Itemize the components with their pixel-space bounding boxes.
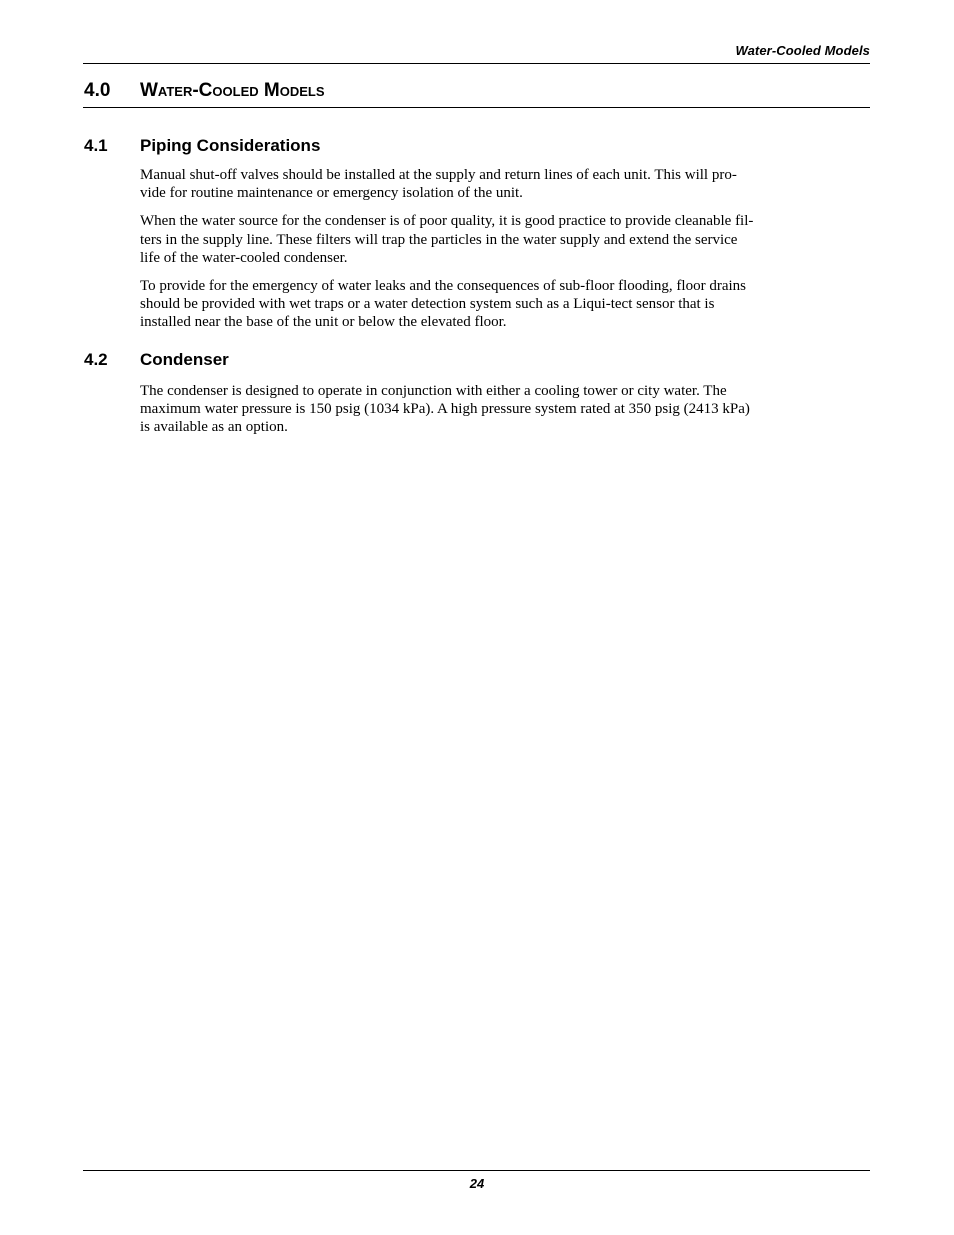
section-body-condenser — [140, 382, 870, 447]
section-number: 4.1 — [84, 136, 108, 155]
chapter-heading — [84, 78, 325, 104]
paragraph: The condenser is designed to operate in conjunction with either a cooling tower or city water. The maximum water pressure is 150 psig (1034 kPa). A high pressure system rated at 350 psig (2413 kPa) is available as an option. — [140, 383, 750, 436]
section-title: Condenser — [140, 350, 229, 369]
section-body-piping — [140, 166, 870, 342]
section-heading-piping — [84, 135, 320, 157]
paragraph: When the water source for the condenser is of poor quality, it is good practice to provide cleanable fil- ters in the supply line. These filters will trap the particles in the water supply and extend the service life of the water-cooled condenser. — [140, 213, 754, 266]
chapter-title: Water-Cooled Models — [140, 80, 325, 101]
chapter-number: 4.0 — [84, 80, 111, 101]
section-title: Piping Considerations — [140, 136, 321, 155]
section-heading-condenser — [84, 349, 229, 371]
page-number: 24 — [469, 1176, 485, 1191]
paragraph: To provide for the emergency of water leaks and the consequences of sub-floor flooding, floor drains should be provided with wet traps or a water detection system such as a Liqui-tect sensor that is installed near the base of the unit or below the elevated floor. — [140, 278, 746, 331]
header-rule — [83, 63, 870, 64]
footer-rule — [83, 1170, 870, 1171]
chapter-rule — [83, 107, 870, 108]
paragraph: Manual shut-off valves should be installed at the supply and return lines of each unit. This will pro- vide for routine maintenance or emergency isolation of the unit. — [140, 167, 737, 202]
section-number: 4.2 — [84, 350, 108, 369]
running-header: Water-Cooled Models — [735, 43, 870, 58]
